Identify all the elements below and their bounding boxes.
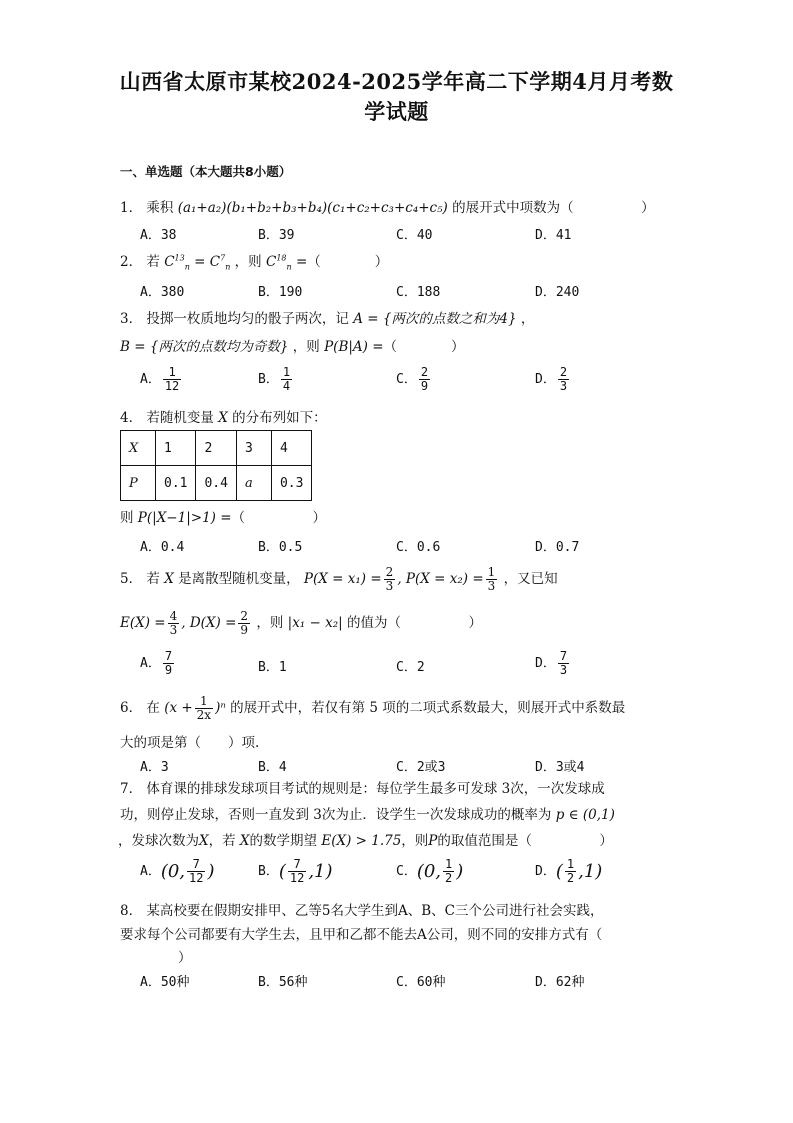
question-4 [120, 406, 327, 426]
option-b: B． $\frac{1}{4}$ [258, 365, 291, 393]
question-text: =（ ） [220, 510, 327, 526]
combination-2: $C^7_n$ [209, 253, 231, 272]
fraction: $\frac{2}{3}$ [385, 565, 394, 593]
variable: X [218, 410, 228, 426]
option-a: A．3 [140, 760, 169, 775]
option-c: C．40 [396, 228, 433, 243]
question-text: 乘积 [146, 200, 174, 216]
math-expression: P(X = x₁) = [303, 571, 382, 587]
question-text: ，则 [292, 339, 320, 355]
option-d: D．( $\frac{1}{2}$ ,1) [535, 857, 603, 885]
option-b: B．0.5 [258, 540, 303, 555]
question-8-line3: ） [178, 950, 192, 966]
question-number: 5． [120, 571, 143, 587]
option-d: D． $\frac{2}{3}$ [535, 365, 568, 393]
question-text: 的值为（ ） [346, 615, 482, 631]
section-heading: 一、单选题（本大题共8小题） [120, 164, 292, 179]
math-expression: (a₁+a₂)(b₁+b₂+b₃+b₄)(c₁+c₂+c₃+c₄+c₅) [177, 200, 448, 216]
option-c: C．60种 [396, 975, 446, 990]
table-row [121, 431, 312, 466]
conditional-probability: P(B|A) [324, 339, 368, 355]
question-text: 的展开式中，若仅有第 5 项的二项式系数最大，则展开式中系数最 [230, 700, 626, 716]
math-expression: E(X) = [120, 615, 166, 631]
option-a: A．0.4 [140, 540, 185, 555]
question-number: 1． [120, 200, 143, 216]
table-cell: 0.4 [196, 466, 236, 501]
question-number: 7． [120, 781, 143, 797]
option-b: B．56种 [258, 975, 308, 990]
table-cell: 3 [236, 431, 271, 466]
variable: X [239, 833, 250, 849]
question-6-line1 [120, 695, 625, 722]
question-text: 若随机变量 [146, 410, 214, 426]
question-text: ，若 [208, 833, 236, 849]
question-text: =（ ） [372, 339, 465, 355]
question-text: ，则 [234, 254, 262, 270]
variable: X [199, 833, 209, 849]
question-7-line1 [120, 777, 605, 797]
table-cell: a [236, 466, 271, 501]
math-expression: , P(X = x₂) = [397, 571, 484, 587]
question-3-line2 [120, 335, 465, 355]
question-7-line2 [120, 803, 615, 823]
option-b: B．( $\frac{7}{12}$ ,1) [258, 857, 333, 885]
option-a: A．38 [140, 228, 177, 243]
question-8-line2: 要求每个公司都要有大学生去，且甲和乙都不能去A公司，则不同的安排方式有（ [120, 927, 603, 943]
option-b: B．190 [258, 285, 303, 300]
question-text: ，发球次数为 [118, 833, 199, 849]
option-d: D．240 [535, 285, 580, 300]
question-8-line1 [120, 899, 603, 919]
option-a: A． $\frac{7}{9}$ [140, 649, 173, 677]
math-expression: p ∈ (0,1) [555, 807, 615, 823]
table-cell: 2 [196, 431, 236, 466]
combination-3: $C^{18}_n$ [265, 253, 292, 272]
question-text: 若 [146, 254, 160, 270]
option-c: C．(0, $\frac{1}{2}$ ) [396, 857, 464, 885]
option-c: C．0.6 [396, 540, 441, 555]
question-text: 的取值范围是（ ） [437, 833, 613, 849]
option-d: D． $\frac{7}{3}$ [535, 649, 568, 677]
question-text: 若 [146, 571, 160, 587]
question-1 [120, 196, 655, 216]
set-a: A = {两次的点数之和为4} [353, 311, 517, 327]
question-text: 投掷一枚质地均匀的骰子两次，记 [146, 311, 349, 327]
math-expression: )ⁿ [215, 700, 226, 716]
question-text: 的展开式中项数为（ ） [452, 200, 655, 216]
option-d: D．62种 [535, 975, 585, 990]
option-c: C． $\frac{2}{9}$ [396, 365, 429, 393]
table-cell: 0.1 [156, 466, 196, 501]
option-d: D．41 [535, 228, 572, 243]
question-number: 2． [120, 254, 143, 270]
question-number: 8． [120, 903, 143, 919]
question-text: 则 [120, 510, 134, 526]
question-5-line2 [120, 610, 482, 637]
option-d: D．0.7 [535, 540, 580, 555]
option-a: A．380 [140, 285, 185, 300]
question-text: 某高校要在假期安排甲、乙等5名大学生到A、B、C三个公司进行社会实践， [146, 903, 604, 919]
fraction: $\frac{1}{3}$ [487, 565, 496, 593]
question-2 [120, 250, 388, 272]
fraction: $\frac{2}{9}$ [240, 609, 249, 637]
question-text: ，则 [256, 615, 284, 631]
exam-title-line2: 学试题 [364, 99, 429, 124]
question-text: ，则 [401, 833, 429, 849]
equals-sign: = [194, 254, 206, 270]
question-text: ，又已知 [503, 571, 558, 587]
exam-title-line1: 山西省太原市某校2024-2025学年高二下学期4月月考数 [119, 69, 674, 94]
question-7-line3 [118, 829, 613, 849]
option-a: A．(0, $\frac{7}{12}$ ) [140, 857, 215, 885]
table-cell: 0.3 [271, 466, 311, 501]
table-row [121, 466, 312, 501]
question-text: 的分布列如下： [232, 410, 327, 426]
fraction: $\frac{4}{3}$ [169, 609, 178, 637]
question-6-line2: 大的项是第（ ）项. [120, 735, 260, 751]
question-text: 在 [146, 700, 160, 716]
question-4-ask [120, 506, 326, 526]
variable: X [164, 571, 174, 587]
question-text: 的数学期望 [249, 833, 318, 849]
distribution-table [120, 430, 312, 501]
fraction: $\frac{1}{2x}$ [196, 694, 212, 722]
question-text: =（ ） [295, 254, 389, 270]
table-cell: P [121, 466, 156, 501]
option-a: A． $\frac{1}{12}$ [140, 365, 180, 393]
variable: P [428, 833, 438, 849]
math-expression: (x + [164, 700, 193, 716]
option-b: B．1 [258, 660, 287, 675]
table-cell: 4 [271, 431, 311, 466]
question-number: 3． [120, 311, 143, 327]
question-number: 4． [120, 410, 143, 426]
option-a: A．50种 [140, 975, 190, 990]
probability-expression: P(|X−1|>1) [137, 510, 216, 526]
comma: ， [520, 311, 535, 327]
option-c: C．2 [396, 660, 425, 675]
question-number: 6． [120, 700, 143, 716]
set-b: B = {两次的点数均为奇数} [120, 339, 289, 355]
question-text: 功，则停止发球，否则一直发到 3次为止．设学生一次发球成功的概率为 [120, 807, 552, 823]
option-c: C．2或3 [396, 760, 446, 775]
table-cell: 1 [156, 431, 196, 466]
option-d: D．3或4 [535, 760, 585, 775]
question-3-line1 [120, 307, 534, 327]
question-text: 体育课的排球发球项目考试的规则是：每位学生最多可发球 3次，一次发球成 [146, 781, 605, 797]
math-expression: , D(X) = [181, 615, 237, 631]
option-b: B．4 [258, 760, 287, 775]
question-text: 是离散型随机变量， [178, 571, 300, 587]
math-expression: E(X) > 1.75 [321, 833, 402, 849]
math-expression: |x₁ − x₂| [287, 615, 343, 631]
combination-1: $C^{13}_n$ [164, 253, 190, 272]
table-cell: X [121, 431, 156, 466]
option-b: B．39 [258, 228, 295, 243]
option-c: C．188 [396, 285, 441, 300]
question-5-line1 [120, 566, 558, 593]
